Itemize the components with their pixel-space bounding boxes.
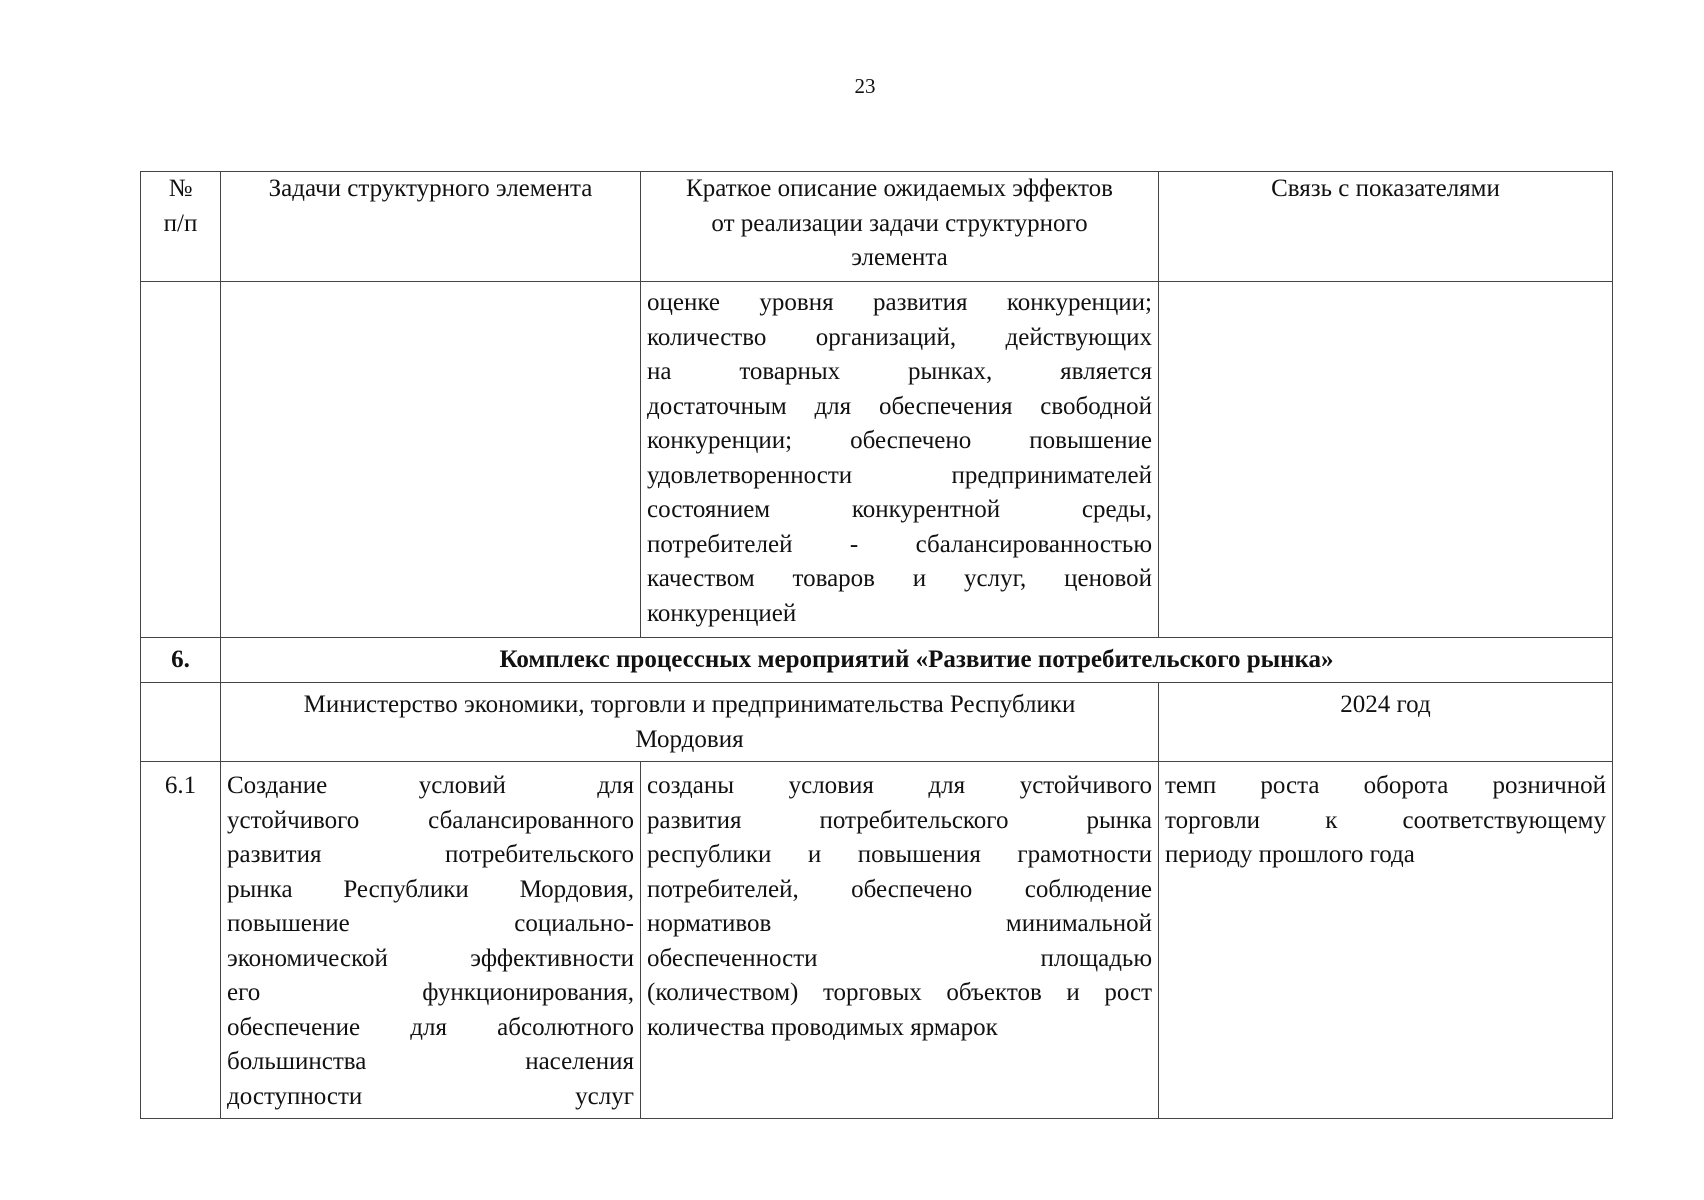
effects-line: оценке уровня развития конкуренции;	[647, 289, 1152, 316]
effects-line: качеством товаров и услуг, ценовой	[647, 565, 1152, 592]
table-row-responsible	[141, 683, 1613, 762]
header-number-line: №	[168, 175, 193, 202]
indicator-line: периоду прошлого года	[1165, 841, 1415, 868]
effects-line: республики и повышения грамотности	[647, 841, 1152, 868]
ministry-line: Министерство экономики, торговли и предпринимательства Республики	[303, 691, 1076, 718]
page-number: 23	[854, 74, 876, 98]
effects-line: развития потребительского рынка	[647, 806, 1152, 834]
header-number-line: п/п	[163, 209, 198, 237]
task-line: доступности услуг	[227, 1082, 634, 1110]
effects-line: количество организаций, действующих	[647, 323, 1152, 351]
task-indicators	[1159, 762, 1613, 1119]
cell-number-empty	[141, 282, 221, 638]
section-number: 6.	[141, 638, 221, 683]
task-line: обеспечение для абсолютного	[227, 1013, 634, 1041]
section-title: Комплекс процессных мероприятий «Развитие потребительского рынка»	[221, 638, 1613, 683]
header-effects-line: элемента	[851, 244, 948, 271]
structural-element-table	[140, 171, 1613, 1119]
indicator-line: торговли к соответствующему	[1165, 806, 1606, 834]
effects-line: состоянием конкурентной среды,	[647, 496, 1152, 523]
cell-task-empty	[221, 282, 641, 638]
responsible-ministry	[221, 683, 1159, 762]
effects-line: удовлетворенности предпринимателей	[647, 461, 1152, 489]
effects-line: достаточным для обеспечения свободной	[647, 392, 1152, 420]
header-effects-line: Краткое описание ожидаемых эффектов	[686, 175, 1113, 202]
effects-line: (количеством) торговых объектов и рост	[647, 979, 1152, 1006]
header-indicators	[1159, 172, 1613, 282]
table-row-task	[141, 762, 1613, 1119]
effects-line: нормативов минимальной	[647, 910, 1152, 937]
ministry-line: Мордовия	[635, 725, 744, 753]
table-row-section	[141, 638, 1613, 683]
task-number: 6.1	[141, 762, 221, 1119]
indicator-line: темп роста оборота розничной	[1165, 772, 1606, 799]
task-line: экономической эффективности	[227, 944, 634, 972]
effects-line: обеспеченности площадью	[647, 944, 1152, 972]
cell-effects	[641, 282, 1159, 638]
task-line: большинства населения	[227, 1048, 634, 1075]
effects-line: созданы условия для устойчивого	[647, 772, 1152, 799]
task-line: развития потребительского	[227, 841, 634, 868]
cell-number-empty	[141, 683, 221, 762]
header-effects-line: от реализации задачи структурного	[711, 209, 1088, 237]
table-header-row	[141, 172, 1613, 282]
task-effects	[641, 762, 1159, 1119]
header-tasks-line: Задачи структурного элемента	[268, 175, 593, 202]
responsible-year: 2024 год	[1159, 683, 1613, 762]
header-tasks	[221, 172, 641, 282]
task-line: его функционирования,	[227, 979, 634, 1006]
effects-line: потребителей - сбалансированностью	[647, 530, 1152, 558]
effects-line: количества проводимых ярмарок	[647, 1013, 998, 1041]
header-number	[141, 172, 221, 282]
effects-line: на товарных рынках, является	[647, 358, 1152, 385]
task-line: устойчивого сбалансированного	[227, 806, 634, 834]
task-line: Создание условий для	[227, 772, 634, 799]
task-line: повышение социально-	[227, 910, 634, 937]
effects-line: конкуренцией	[647, 599, 797, 627]
task-line: рынка Республики Мордовия,	[227, 875, 634, 903]
cell-indicator-empty	[1159, 282, 1613, 638]
header-indicators-line: Связь с показателями	[1271, 175, 1500, 202]
task-description	[221, 762, 641, 1119]
header-effects	[641, 172, 1159, 282]
effects-line: потребителей, обеспечено соблюдение	[647, 875, 1152, 903]
effects-line: конкуренции; обеспечено повышение	[647, 427, 1152, 454]
table-row-continuation	[141, 282, 1613, 638]
